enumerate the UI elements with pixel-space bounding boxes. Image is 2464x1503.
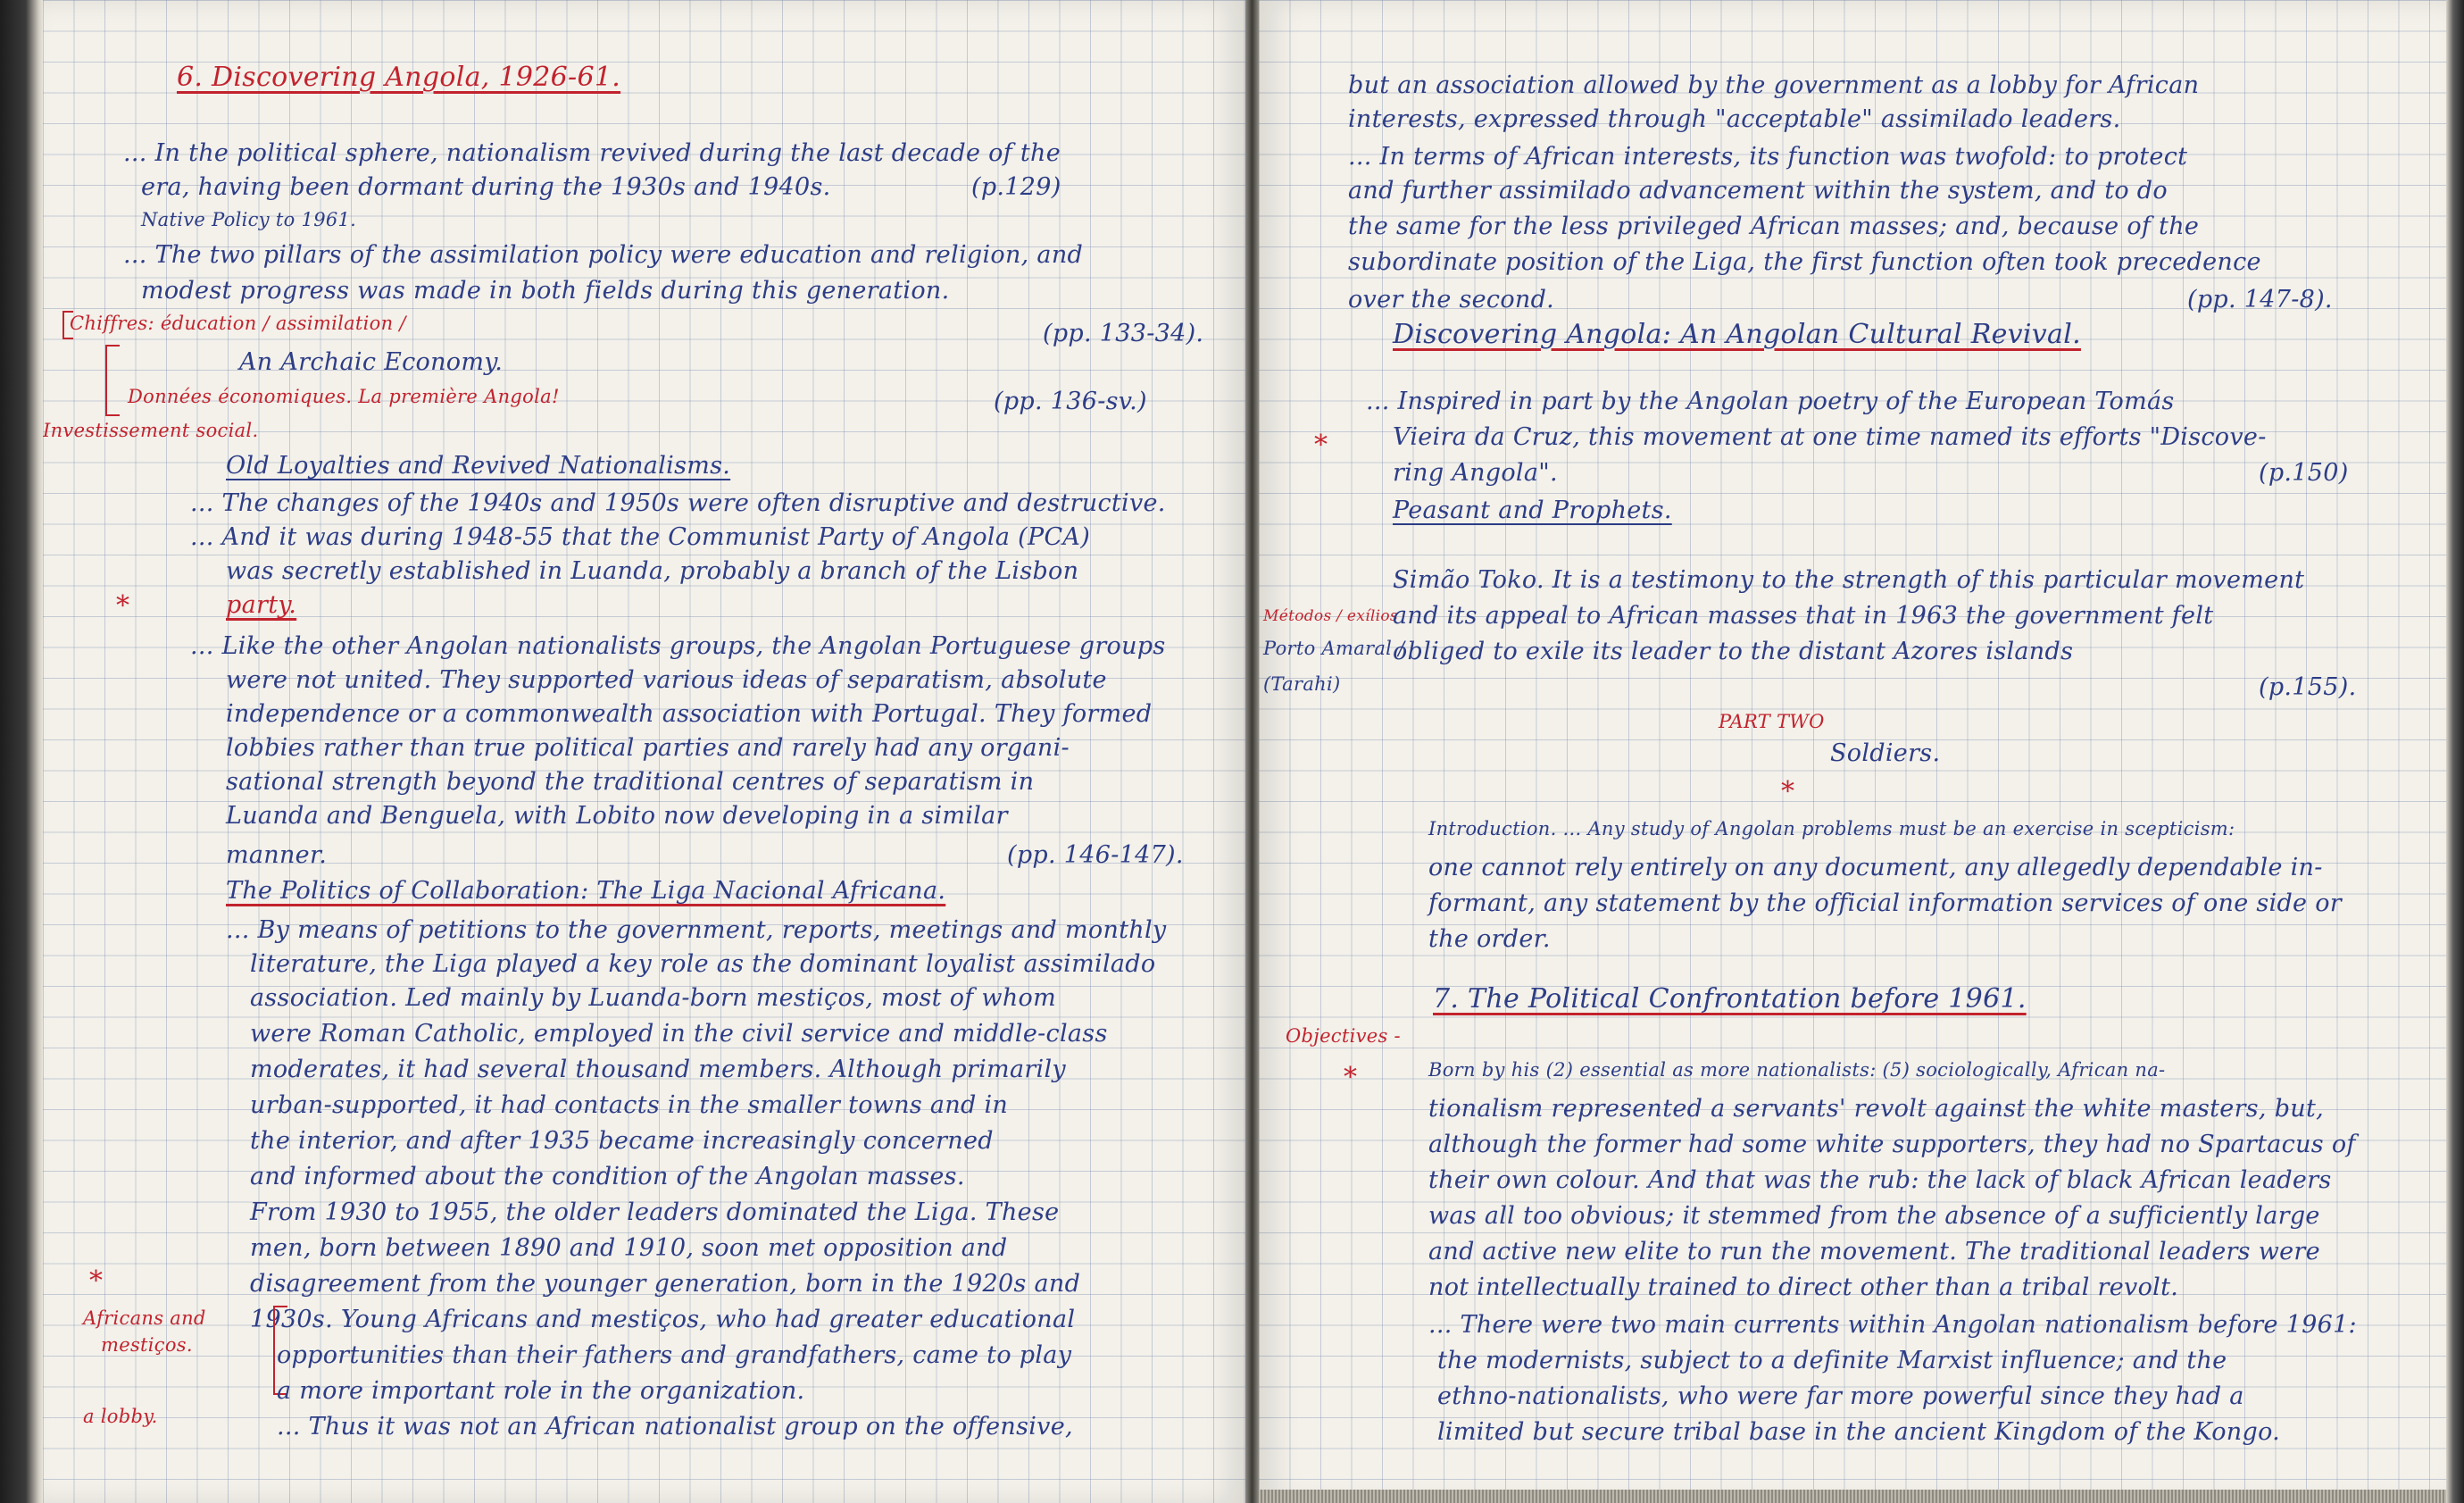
page-ref: (p.155). [2259,673,2357,701]
text-line: and its appeal to African masses that in 1963 the government felt [1393,602,2214,630]
left-page [43,0,1245,1503]
text-line: formant, any statement by the official information services of one side or [1428,889,2342,917]
text-line: moderates, it had several thousand members. Although primarily [250,1056,1066,1083]
margin-note: Investissement social. [43,420,259,441]
text-line: literature, the Liga played a key role as the dominant loyalist assimilado [250,950,1156,978]
text-line: limited but secure tribal base in the ancient Kingdom of the Kongo. [1437,1418,2281,1446]
notebook-edge-right [2446,0,2464,1503]
text-line: Simão Toko. It is a testimony to the strength of this particular movement [1393,566,2305,594]
text-line: the modernists, subject to a definite Marxist influence; and the [1437,1347,2227,1374]
margin-note: mestiços. [101,1334,193,1356]
text-line: ... The changes of the 1940s and 1950s were often disruptive and destructive. [190,489,1166,517]
text-line: a more important role in the organization. [277,1377,805,1405]
right-page [1259,0,2446,1503]
text-line: manner. [226,841,328,869]
text-line: obliged to exile its leader to the distant Azores islands [1393,638,2074,665]
page-stack-edge [1259,1490,2446,1503]
page-ref: (p.129) [971,173,1061,201]
text-line: Vieira da Cruz, this movement at one time named its efforts "Discove- [1393,423,2267,451]
text-line: men, born between 1890 and 1910, soon met opposition and [250,1234,1008,1262]
text-line: were Roman Catholic, employed in the civil service and middle-class [250,1020,1108,1048]
text-line: tionalism represented a servants' revolt against the white masters, but, [1428,1095,2324,1123]
text-line: but an association allowed by the government as a lobby for African [1348,71,2200,99]
text-line: the interior, and after 1935 became increasingly concerned [250,1127,994,1155]
chapter-heading: 7. The Political Confrontation before 1961. [1433,983,2027,1015]
margin-note: Africans and [83,1307,206,1329]
text-line: ... And it was during 1948-55 that the Communist Party of Angola (PCA) [190,523,1091,551]
text-line: ... The two pillars of the assimilation policy were education and religion, and [123,241,1084,269]
chapter-heading: 6. Discovering Angola, 1926-61. [177,62,621,93]
section-heading: The Politics of Collaboration: The Liga Nacional Africana. [226,877,946,905]
section-heading: An Archaic Economy. [239,348,504,376]
part-subtitle: Soldiers. [1830,739,1941,767]
asterisk-icon: * [89,1265,103,1297]
text-line: ... There were two main currents within Angolan nationalism before 1961: [1428,1311,2357,1339]
text-line: urban-supported, it had contacts in the smaller towns and in [250,1091,1009,1119]
text-line: their own colour. And that was the rub: the lack of black African leaders [1428,1166,2332,1194]
page-ref: (pp. 146-147). [1007,841,1184,869]
text-line: were not united. They supported various ideas of separatism, absolute [226,666,1107,694]
text-line: was secretly established in Luanda, probably a branch of the Lisbon [226,557,1079,585]
text-line: ... Thus it was not an African nationalist group on the offensive, [277,1413,1073,1440]
text-line: the same for the less privileged African masses; and, because of the [1348,213,2200,240]
text-line: ethno-nationalists, who were far more powerful since they had a [1437,1382,2244,1410]
margin-note: Porto Amaral / [1263,638,1405,659]
text-line: Native Policy to 1961. [141,209,357,230]
text-line: Luanda and Benguela, with Lobito now developing in a similar [226,802,1008,830]
text-line: ... In terms of African interests, its function was twofold: to protect [1348,143,2188,171]
text-line: disagreement from the younger generation, born in the 1920s and [250,1270,1081,1298]
asterisk-icon: * [1314,430,1328,461]
asterisk-icon: * [1781,776,1794,807]
page-ref: (pp. 147-8). [2187,286,2333,313]
text-line: party. [226,591,297,619]
text-line: was all too obvious; it stemmed from the absence of a sufficiently large [1428,1202,2320,1230]
margin-note: (Tarahi) [1263,673,1341,695]
text-line: interests, expressed through "acceptable" assimilado leaders. [1348,105,2121,133]
margin-note: Métodos / exílios [1263,607,1398,625]
section-heading: Peasant and Prophets. [1393,497,1672,524]
notebook-edge-left [0,0,43,1503]
text-line: modest progress was made in both fields during this generation. [141,277,950,305]
text-line: and further assimilado advancement within the system, and to do [1348,177,2168,205]
text-line: ... In the political sphere, nationalism revived during the last decade of the [123,139,1061,167]
text-line: ... By means of petitions to the government, reports, meetings and monthly [226,916,1167,944]
text-line: one cannot rely entirely on any document, any allegedly dependable in- [1428,854,2323,881]
text-line: era, having been dormant during the 1930s and 1940s. [141,173,831,201]
text-line: ... Inspired in part by the Angolan poetry of the European Tomás [1366,388,2175,415]
page-ref: (pp. 133-34). [1043,320,1204,347]
margin-note: Objectives - [1286,1025,1401,1047]
section-heading: Old Loyalties and Revived Nationalisms. [226,452,731,480]
text-line: 1930s. Young Africans and mestiços, who had greater educational [250,1306,1076,1333]
text-line: lobbies rather than true political parties and rarely had any organi- [226,734,1070,762]
text-line: over the second. [1348,286,1555,313]
margin-bracket [105,345,120,416]
text-line: Introduction. ... Any study of Angolan problems must be an exercise in scepticism: [1428,818,2235,839]
margin-note: a lobby. [83,1406,158,1427]
margin-note: Chiffres: éducation / assimilation / [70,313,406,334]
text-line: opportunities than their fathers and grandfathers, came to play [277,1341,1072,1369]
text-line: independence or a commonwealth association with Portugal. They formed [226,700,1153,728]
text-line: although the former had some white supporters, they had no Spartacus of [1428,1131,2356,1158]
asterisk-icon: * [116,590,129,622]
text-line: sational strength beyond the traditional centres of separatism in [226,768,1035,796]
text-line: From 1930 to 1955, the older leaders dominated the Liga. These [250,1198,1060,1226]
text-line: and active new elite to run the movement. The traditional leaders were [1428,1238,2320,1265]
text-line: and informed about the condition of the Angolan masses. [250,1163,965,1190]
text-line: Born by his (2) essential as more nationalists: (5) sociologically, African na- [1428,1059,2166,1081]
notebook-gutter [1245,0,1259,1503]
asterisk-icon: * [1344,1062,1357,1093]
text-line: subordinate position of the Liga, the first function often took precedence [1348,248,2261,276]
page-ref: (p.150) [2259,459,2349,487]
text-line: association. Led mainly by Luanda-born mestiços, most of whom [250,984,1056,1012]
text-line: ... Like the other Angolan nationalists groups, the Angolan Portuguese groups [190,632,1166,660]
section-heading: Discovering Angola: An Angolan Cultural Revival. [1393,319,2081,350]
text-line: ring Angola". [1393,459,1558,487]
page-ref: (pp. 136-sv.) [994,388,1147,415]
part-heading: PART TWO [1719,711,1825,732]
text-line: the order. [1428,925,1551,953]
margin-note: Données économiques. La première Angola! [128,386,560,407]
text-line: not intellectually trained to direct other than a tribal revolt. [1428,1273,2179,1301]
margin-bracket [62,311,73,339]
